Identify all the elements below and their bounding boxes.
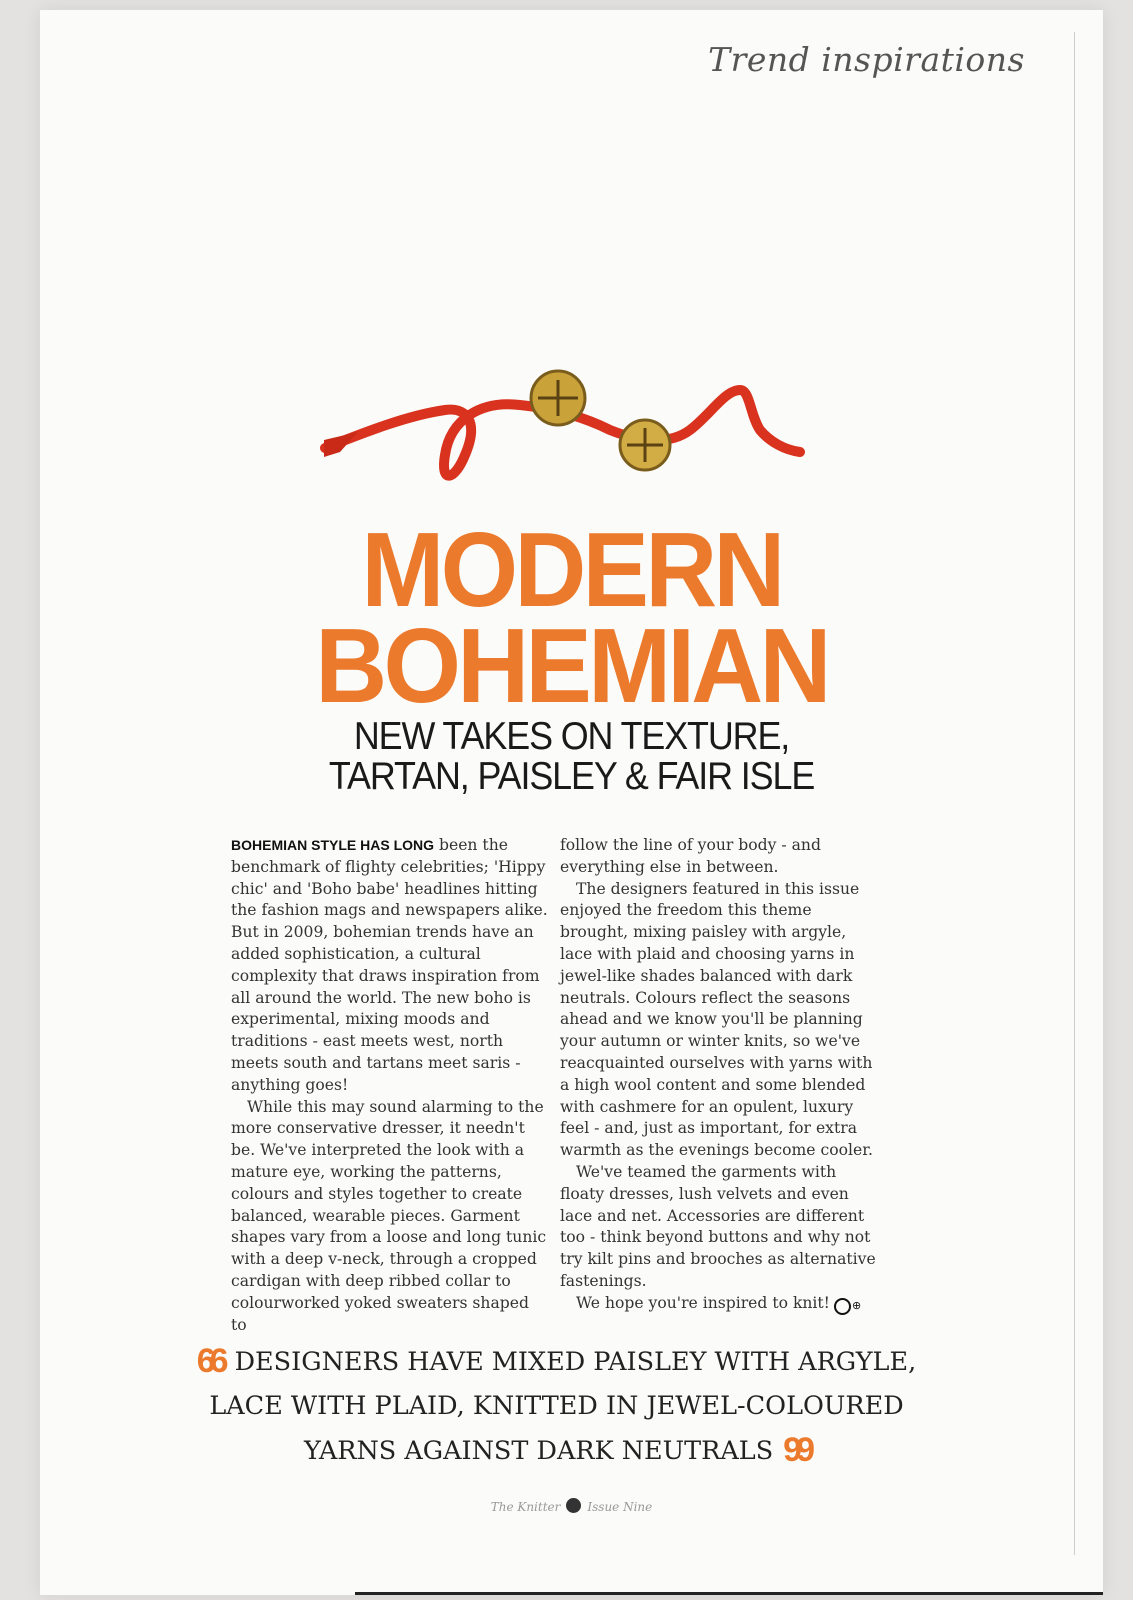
ribbon-with-bells-illustration [280,360,820,510]
close-quote-icon: 99 [783,1431,809,1469]
paragraph-5 [560,1293,882,1315]
headline [72,511,1071,725]
subheadline-line-1: NEW TAKES ON TEXTURE, [353,715,790,758]
section-label: Trend inspirations [708,40,1025,79]
issue-label: Issue Nine [587,1500,653,1514]
paragraph-2-continued: follow the line of your body - and everything else in between. [560,836,821,876]
pull-quote-text: DESIGNERS HAVE MIXED PAISLEY WITH ARGYLE, LACE WITH PLAID, KNITTED IN JEWEL-COLOURED YARNS AGAINST DARK NEUTRALS [209,1347,917,1466]
subheadline [83,717,1061,797]
paragraph-4: We've teamed the garments with floaty dresses, lush velvets and even lace and net. Accessories are different too - think beyond buttons and why not try kilt pins and brooches as alternative fastenings. [560,1162,876,1290]
ribbon-tail [324,432,358,457]
paragraph-1 [231,835,549,1097]
bottom-rule [355,1592,1103,1595]
paragraph-2: While this may sound alarming to the more conservative dresser, it needn't be. We've interpreted the look with a mature eye, working the patterns, colours and styles together to create balanced, wearable pieces. Garment shapes vary from a loose and long tunic with a deep v-neck, through a cropped cardigan with deep ribbed collar to colourworked yoked sweaters shaped to [231,1097,547,1334]
headline-line-1: MODERN [361,511,782,629]
end-of-article-icon: ⊕ [834,1298,851,1315]
lead-in: BOHEMIAN STYLE HAS LONG [231,837,435,853]
magazine-name: The Knitter [490,1500,561,1514]
body-column-right [560,835,882,1315]
pull-quote [160,1339,953,1473]
paragraph-1-text: been the benchmark of flighty celebrities; 'Hippy chic' and 'Boho babe' headlines hitting the fashion mags and newspapers alike. But in 2009, bohemian trends have an added sophistication, a cultural complexity that draws inspiration from all around the world. The new boho is experimental, mixing moods and traditions - east meets west, north meets south and tartans meet saris - anything goes! [231,836,548,1094]
open-quote-icon: 66 [196,1342,223,1380]
subheadline-line-2: TARTAN, PAISLEY & FAIR ISLE [328,755,815,798]
page-number-badge-icon [566,1498,581,1513]
page-footer [40,1498,1103,1514]
paragraph-5-text: We hope you're inspired to knit! [576,1293,830,1312]
paragraph-3: The designers featured in this issue enjoyed the freedom this theme brought, mixing paisley with argyle, lace with plaid and choosing yarns in jewel-like shades balanced with dark neutrals. Colours reflect the seasons ahead and we know you'll be planning your autumn or winter knits, so we've reacquainted ourselves with yarns with a high wool content and some blended with cashmere for an opulent, luxury feel - and, just as important, for extra warmth as the evenings become cooler. [560,879,873,1160]
headline-line-2: BOHEMIAN [315,607,828,725]
page-edge [1074,32,1075,1555]
body-column-left [231,835,549,1336]
magazine-page [40,10,1103,1595]
